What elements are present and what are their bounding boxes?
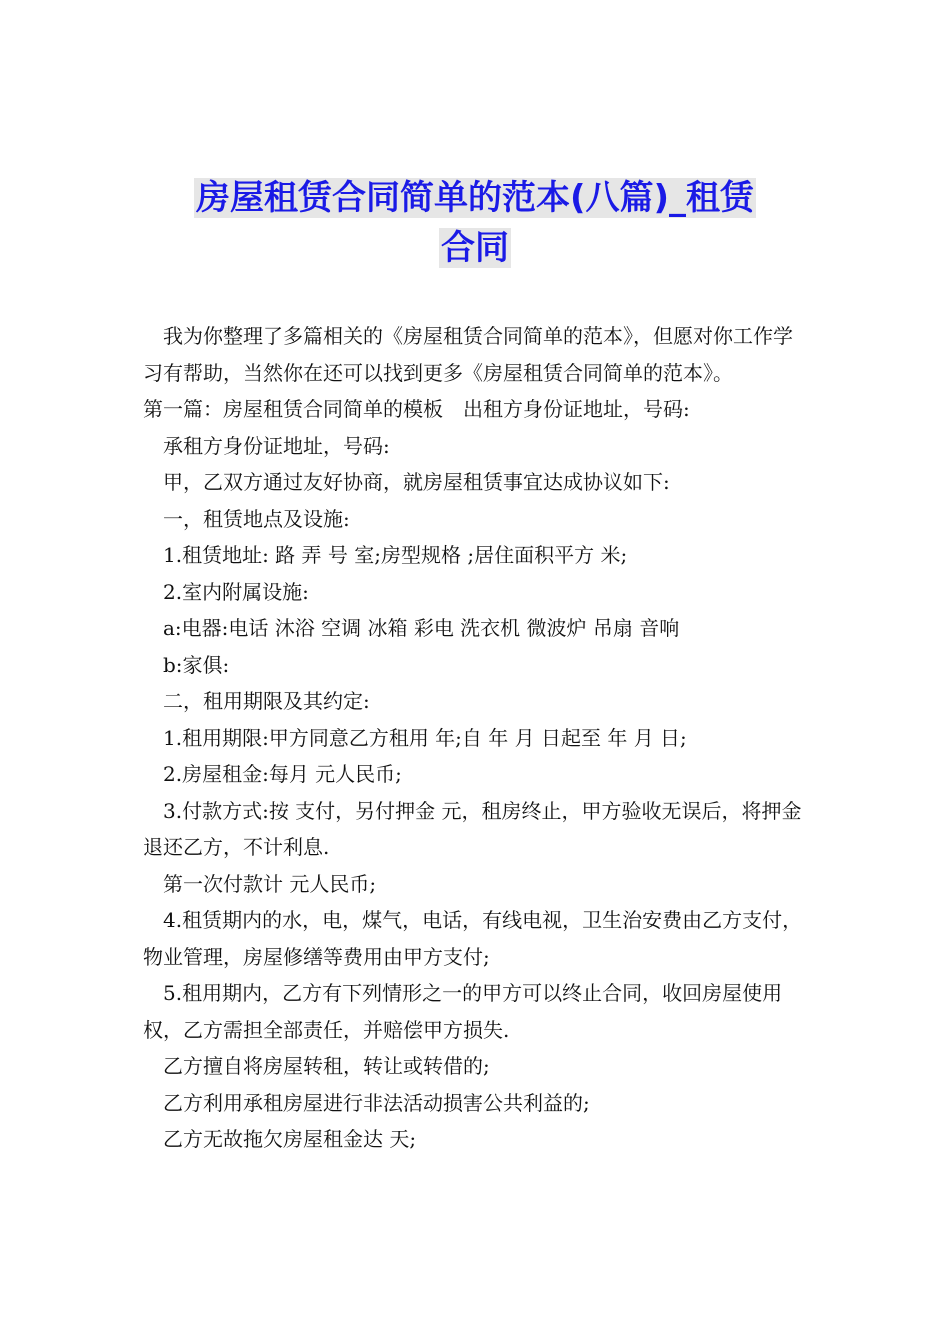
paragraph: 乙方无故拖欠房屋租金达 天; bbox=[163, 1127, 417, 1151]
paragraph: 2.房屋租金:每月 元人民币; bbox=[163, 762, 402, 786]
paragraph: 3.付款方式:按 支付，另付押金 元，租房终止，甲方验收无误后，将押金退还乙方，不计利息. bbox=[143, 798, 802, 859]
title-line-2: 合同 bbox=[441, 228, 509, 268]
paragraph: 一，租赁地点及设施: bbox=[163, 506, 350, 531]
paragraph: 承租方身份证地址，号码: bbox=[163, 433, 390, 458]
paragraph: 4.租赁期内的水，电，煤气，电话，有线电视，卫生治安费由乙方支付，物业管理，房屋修缮等费用由甲方支付; bbox=[143, 908, 803, 969]
paragraph: 1.租用期限:甲方同意乙方租用 年;自 年 月 日起至 年 月 日; bbox=[163, 725, 687, 750]
document-title bbox=[120, 173, 830, 273]
paragraph: 甲，乙双方通过友好协商，就房屋租赁事宜达成协议如下: bbox=[163, 470, 670, 494]
paragraph: 我为你整理了多篇相关的《房屋租赁合同简单的范本》，但愿对你工作学习有帮助，当然你在还可以找到更多《房屋租赁合同简单的范本》。 bbox=[143, 324, 793, 385]
paragraph: 第一篇：房屋租赁合同简单的模板 出租方身份证地址，号码: bbox=[143, 397, 690, 421]
paragraph: 第一次付款计 元人民币; bbox=[163, 871, 377, 896]
paragraph: 2.室内附属设施: bbox=[163, 579, 309, 604]
paragraph: a:电器:电话 沐浴 空调 冰箱 彩电 洗衣机 微波炉 吊扇 音响 bbox=[163, 616, 680, 640]
title-line-1: 房屋租赁合同简单的范本(八篇)_租赁 bbox=[195, 178, 755, 218]
paragraph: 二，租用期限及其约定: bbox=[163, 689, 370, 713]
paragraph: 1.租赁地址: 路 弄 号 室;房型规格 ;居住面积平方 米; bbox=[163, 543, 628, 567]
document-body bbox=[143, 318, 808, 1158]
paragraph: 乙方擅自将房屋转租，转让或转借的; bbox=[163, 1054, 490, 1078]
paragraph: 5.租用期内，乙方有下列情形之一的甲方可以终止合同，收回房屋使用权，乙方需担全部责任，并赔偿甲方损失. bbox=[143, 981, 783, 1042]
paragraph: 乙方利用承租房屋进行非法活动损害公共利益的; bbox=[163, 1090, 590, 1115]
paragraph: b:家俱: bbox=[163, 652, 230, 677]
